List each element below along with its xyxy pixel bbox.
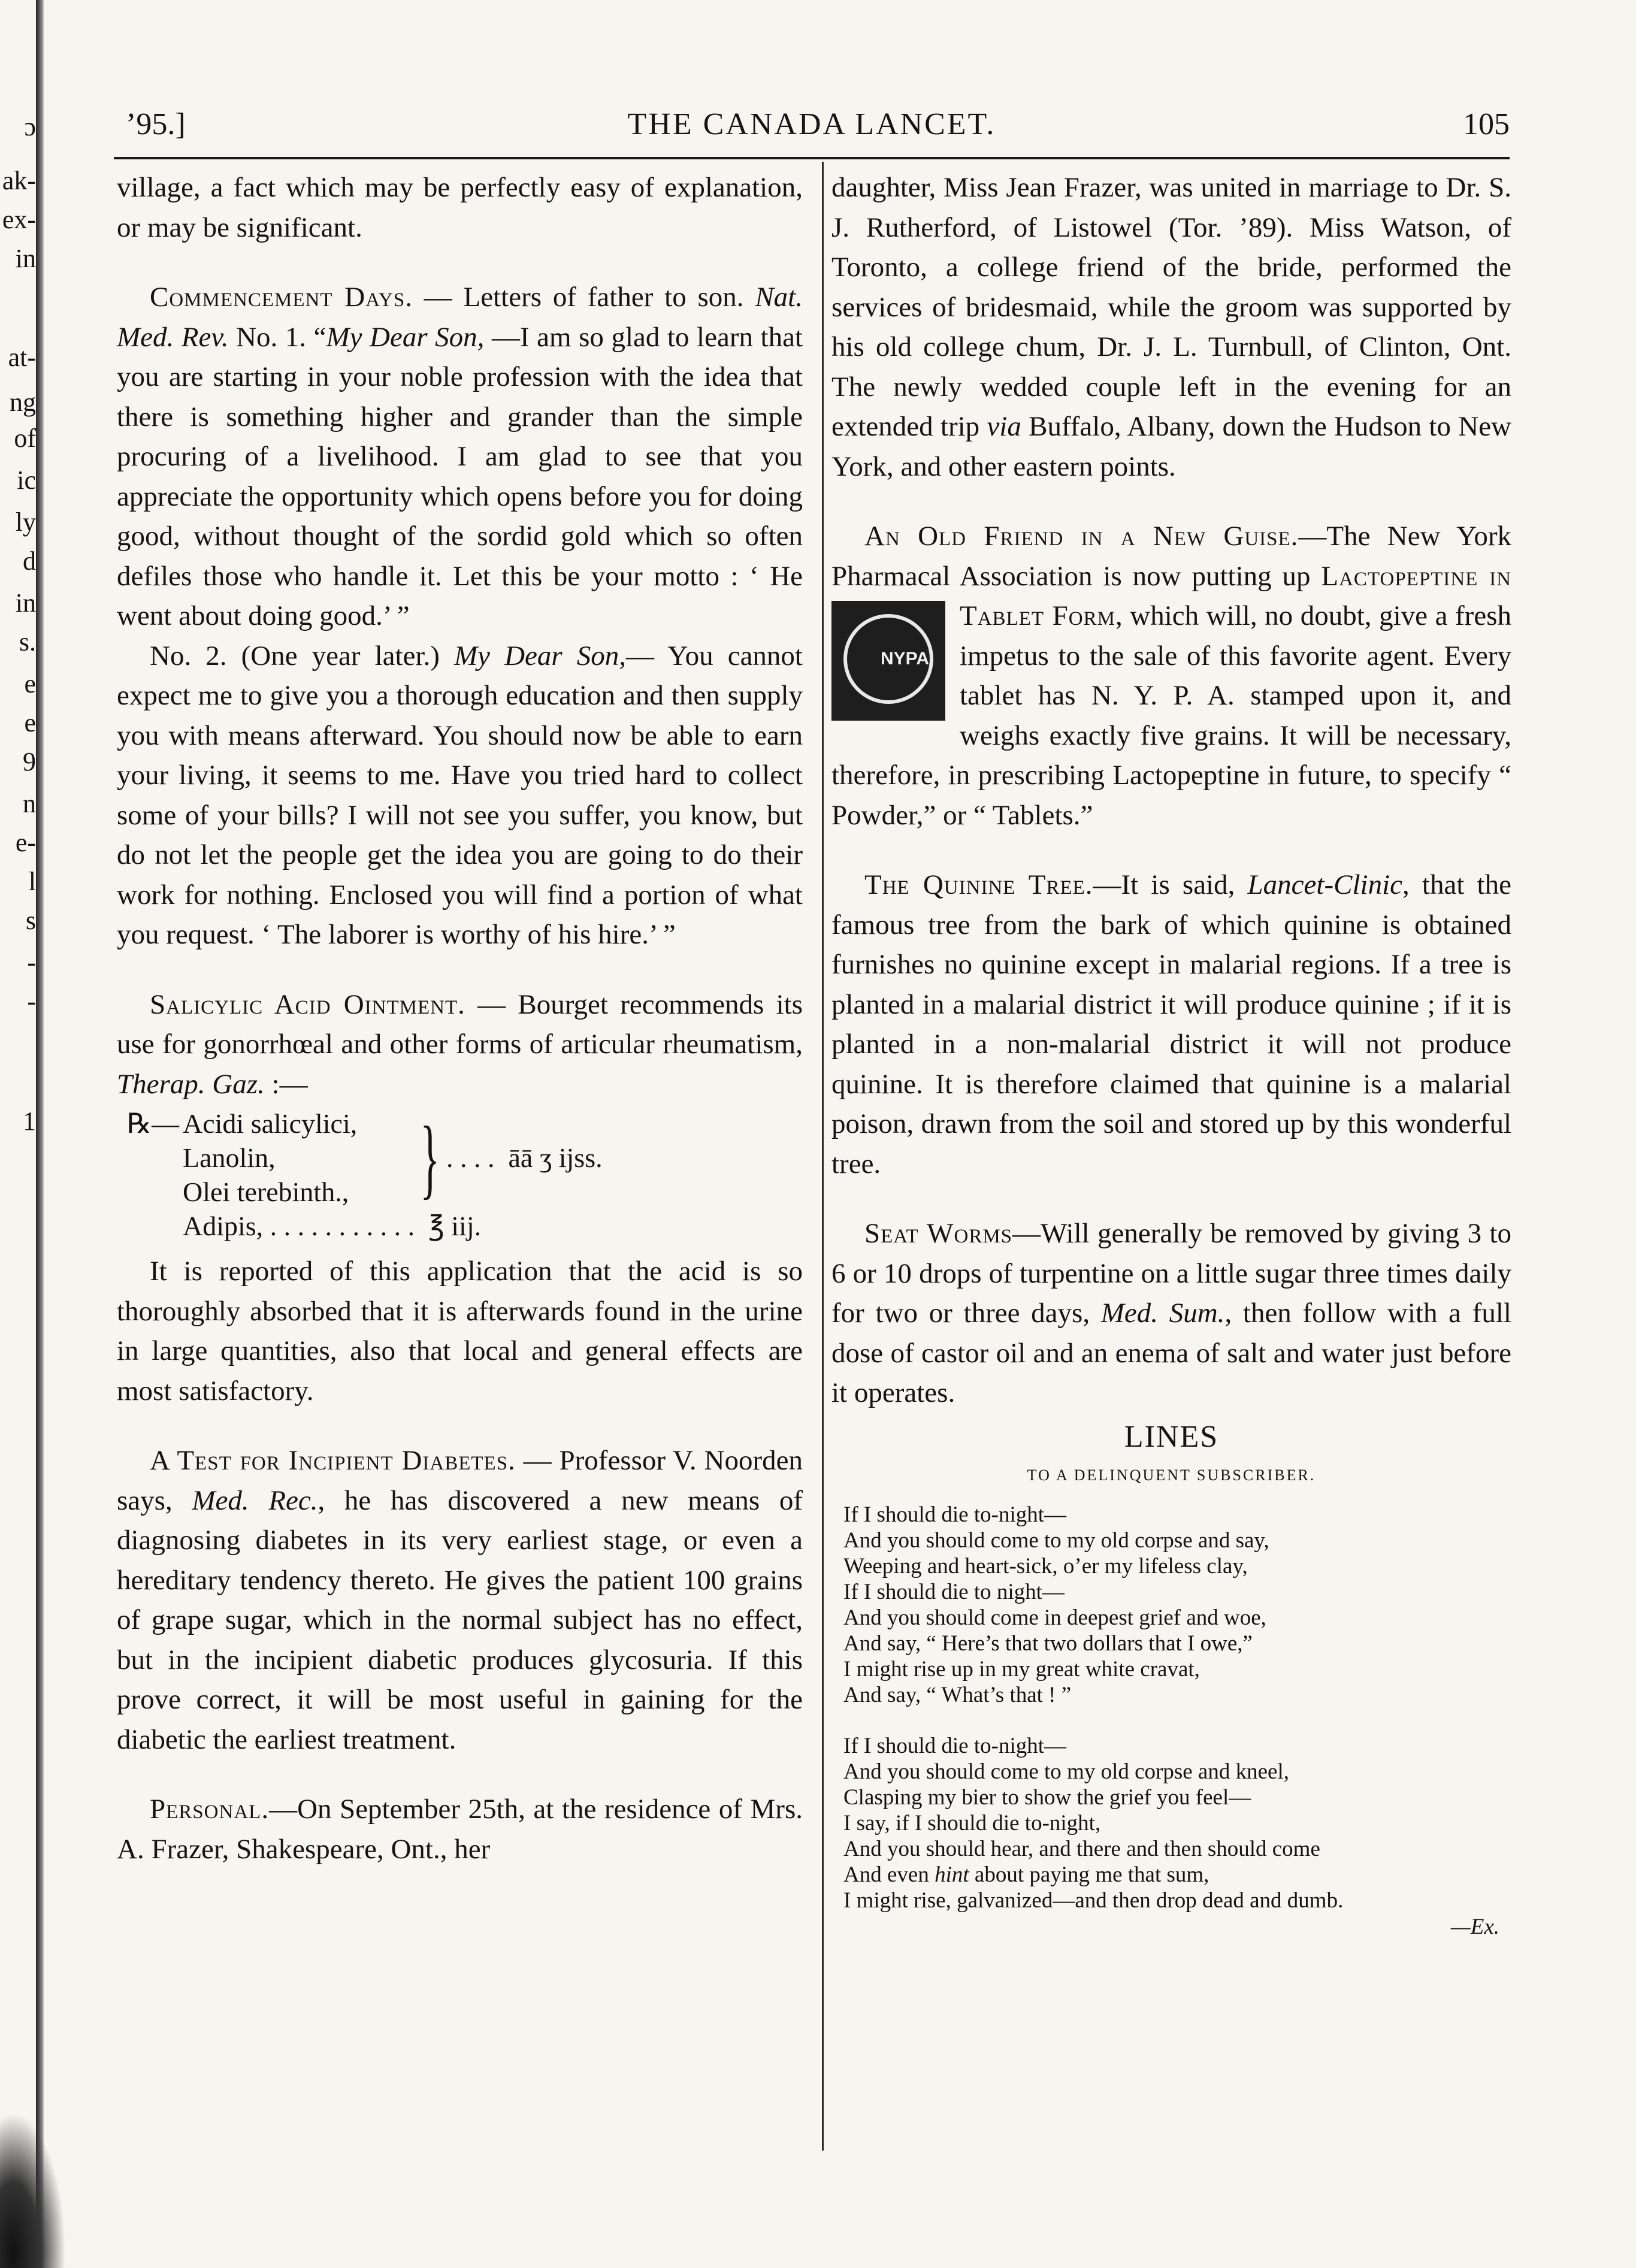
margin-fragment: 1 bbox=[23, 1106, 36, 1136]
journal-title: THE CANADA LANCET. bbox=[627, 107, 996, 141]
article-personal: Personal.—On September 25th, at the residence of Mrs. A. Frazer, Shakespeare, Ont., her bbox=[117, 1794, 803, 1865]
rx-amount: . . . . āā ʒ ijss. bbox=[446, 1142, 603, 1173]
rx-brace: } bbox=[420, 1108, 440, 1208]
source-citation: Med. Sum. bbox=[1100, 1298, 1225, 1329]
page-number: 105 bbox=[1463, 107, 1510, 141]
margin-fragment: e bbox=[24, 669, 36, 698]
prescription-block bbox=[117, 1106, 803, 1243]
margin-fragment: at- bbox=[8, 343, 36, 372]
poem-line: And you should hear, and there and then should come bbox=[843, 1836, 1320, 1861]
poem-line: Clasping my bier to show the grief you feel— bbox=[843, 1785, 1251, 1810]
margin-fragment: of bbox=[14, 424, 36, 453]
article-salicylic-acid: Salicylic Acid Ointment. — Bourget recommends its use for gonorrhœal and other forms of articular rheumatism, Therap. Gaz. :— bbox=[117, 988, 803, 1100]
personal-continued: daughter, Miss Jean Frazer, was united in marriage to Dr. S. J. Rutherford, of Listowel (Tor. ’89). Miss Watson, of Toronto, a college friend of the bride, performed the services of bridesmaid, while the groom was supported by his old college chum, Dr. J. L. Turnbull, of Clinton, Ont. The newly wedded couple left in the evening for an extended trip via Buffalo, Albany, down the Hudson to New York, and other eastern points. bbox=[831, 172, 1511, 482]
poem-line: I say, if I should die to-night, bbox=[843, 1810, 1101, 1835]
poem-line: I might rise up in my great white cravat, bbox=[843, 1656, 1200, 1682]
article-quinine-tree: The Quinine Tree.—It is said, Lancet-Clinic, that the famous tree from the bark of which quinine is obtained furnishes no quinine except in malarial regions. If a tree is planted in a malarial district it will produce quinine ; if it is planted in a non-malarial district it will not produce quinine. It is therefore claimed that quinine is a malarial poison, drawn from the soil and stored up by this wonderful tree. bbox=[831, 869, 1511, 1180]
margin-fragment: - bbox=[27, 948, 36, 977]
source-citation: Therap. Gaz. bbox=[117, 1068, 265, 1100]
article-commencement-days: Commencement Days. — Letters of father to son. Nat. Med. Rev. No. 1. “My Dear Son, —I am so glad to learn that you are starting in your noble profession with the idea that there is something higher and grander than the simple procuring of a livelihood. I am glad to see that you appreciate the opportunity which opens before you for doing good, without thought of the sordid gold which so often defiles those who handle it. Let this be your motto : ‘ He went about doing good.’ ” bbox=[117, 282, 803, 631]
article-heading: A Test for Incipient Diabetes. bbox=[150, 1445, 516, 1476]
article-heading: The Quinine Tree. bbox=[864, 869, 1093, 900]
poem-line: And you should come to my old corpse and kneel, bbox=[843, 1759, 1289, 1784]
poem-line: Weeping and heart-sick, o’er my lifeless clay, bbox=[843, 1553, 1248, 1578]
poem-line: And you should come in deepest grief and woe, bbox=[843, 1605, 1266, 1630]
product-name: Lactopeptine in Tablet Form bbox=[960, 560, 1512, 631]
source-citation: Lancet-Clinic bbox=[1247, 869, 1402, 900]
article-seat-worms: Seat Worms—Will generally be removed by giving 3 to 6 or 10 drops of turpentine on a little sugar three times daily for two or three days, Med. Sum., then follow with a full dose of castor oil and an enema of salt and water just before it operates. bbox=[831, 1218, 1511, 1408]
margin-fragment: in bbox=[15, 588, 36, 618]
poem-line: And say, “ Here’s that two dollars that I owe,” bbox=[843, 1631, 1253, 1656]
margin-fragment: ic bbox=[17, 465, 36, 495]
ink-blot bbox=[0, 2112, 66, 2268]
poem-body bbox=[831, 1502, 1511, 1913]
margin-fragment: - bbox=[27, 987, 36, 1016]
poem-line: If I should die to night— bbox=[843, 1579, 1065, 1604]
letter-no2-paragraph: No. 2. (One year later.) My Dear Son,— You cannot expect me to give you a thorough education and then supply you with means afterward. You should now be able to earn your living, it seems to me. Have you tried hard to collect some of your bills? I will not see you suffer, you know, but do not let the people get the idea you are going to do their work for nothing. Enclosed you will find a portion of what you request. ‘ The laborer is worthy of his hire.’ ” bbox=[117, 640, 803, 950]
margin-fragment: e bbox=[24, 708, 36, 737]
margin-fragment: ng bbox=[10, 388, 36, 417]
margin-fragment: s bbox=[25, 906, 36, 935]
article-heading: An Old Friend in a New Guise. bbox=[864, 521, 1299, 552]
poem-line: I might rise, galvanized—and then drop dead and dumb. bbox=[843, 1888, 1344, 1913]
poem-line: If I should die to-night— bbox=[843, 1502, 1067, 1527]
article-heading: Salicylic Acid Ointment. bbox=[150, 988, 465, 1020]
margin-fragment: ɔ bbox=[24, 112, 36, 141]
header-year: ’95.] bbox=[126, 107, 186, 141]
salicylic-followup: It is reported of this application that the acid is so thoroughly absorbed that it is afterwards found in the urine in large quantities, also that local and general effects are most satisfactory. bbox=[117, 1256, 803, 1407]
margin-fragment: s. bbox=[19, 627, 36, 657]
rx-item-adipis: Adipis, . . . . . . . . . . . ℥ iij. bbox=[183, 1211, 482, 1241]
poem-line: And even hint about paying me that sum, bbox=[843, 1862, 1209, 1887]
source-citation: Med. Rec. bbox=[192, 1484, 318, 1516]
right-column bbox=[831, 168, 1511, 1941]
rx-item: Lanolin, bbox=[183, 1142, 276, 1173]
intro-paragraph: village, a fact which may be perfectly easy of explanation, or may be significant. bbox=[117, 172, 803, 243]
poem-line: And you should come to my old corpse and say, bbox=[843, 1528, 1269, 1553]
margin-fragment: ly bbox=[15, 507, 36, 537]
header-rule bbox=[114, 157, 1510, 159]
left-column bbox=[117, 168, 803, 1869]
rx-item: Acidi salicylici, bbox=[183, 1108, 358, 1139]
margin-fragment: l bbox=[28, 867, 36, 896]
margin-fragment: ex- bbox=[2, 205, 36, 234]
margin-fragment: 9 bbox=[23, 747, 36, 776]
tablet-stamp-image bbox=[831, 601, 945, 721]
stamp-emblem: NYPA bbox=[843, 614, 933, 704]
source-citation: Nat. Med. Rev. bbox=[117, 282, 803, 353]
margin-fragment: n bbox=[23, 789, 36, 818]
rx-item: Olei terebinth., bbox=[183, 1177, 349, 1207]
article-heading: Seat Worms bbox=[864, 1218, 1013, 1249]
poem-line: If I should die to-night— bbox=[843, 1733, 1067, 1758]
poem-title: LINES bbox=[1124, 1419, 1219, 1454]
margin-fragment: ak- bbox=[2, 166, 36, 195]
poem-source: —Ex. bbox=[1450, 1914, 1499, 1939]
margin-fragment: e- bbox=[15, 828, 36, 857]
margin-fragment: in bbox=[15, 244, 36, 273]
running-header bbox=[114, 107, 1510, 149]
page-binding-edge bbox=[36, 0, 44, 2268]
rx-symbol: ℞— bbox=[126, 1108, 179, 1139]
article-heading: Commencement Days. bbox=[150, 282, 413, 313]
poem-subtitle: TO A DELINQUENT SUBSCRIBER. bbox=[1027, 1466, 1316, 1484]
poem-line: And say, “ What’s that ! ” bbox=[843, 1682, 1072, 1707]
margin-fragment: d bbox=[23, 546, 36, 576]
article-diabetes-test: A Test for Incipient Diabetes. — Professor V. Noorden says, Med. Rec., he has discovered a new means of diagnosing diabetes in its very earliest stage, or even a hereditary tendency thereto. He gives the patient 100 grains of grape sugar, which in the normal subject has no effect, but in the incipient diabetic produces glycosuria. If this prove correct, it will be most useful in gaining for the diabetic the earliest treatment. bbox=[117, 1445, 803, 1755]
article-old-friend: An Old Friend in a New Guise.—The New York Pharmacal Association is now putting up Lactopeptine in Tablet Form NYPA , which will, no doubt, give a fresh impetus to the sale of this favorite agent. Every tablet has N. Y. P. A. stamped upon it, and weighs exactly five grains. It will be necessary, therefore, in prescribing Lactopeptine in future, to specify “ Powder,” or “ Tablets.” bbox=[831, 521, 1512, 831]
article-heading: Personal. bbox=[150, 1794, 270, 1825]
column-divider bbox=[822, 162, 824, 2151]
